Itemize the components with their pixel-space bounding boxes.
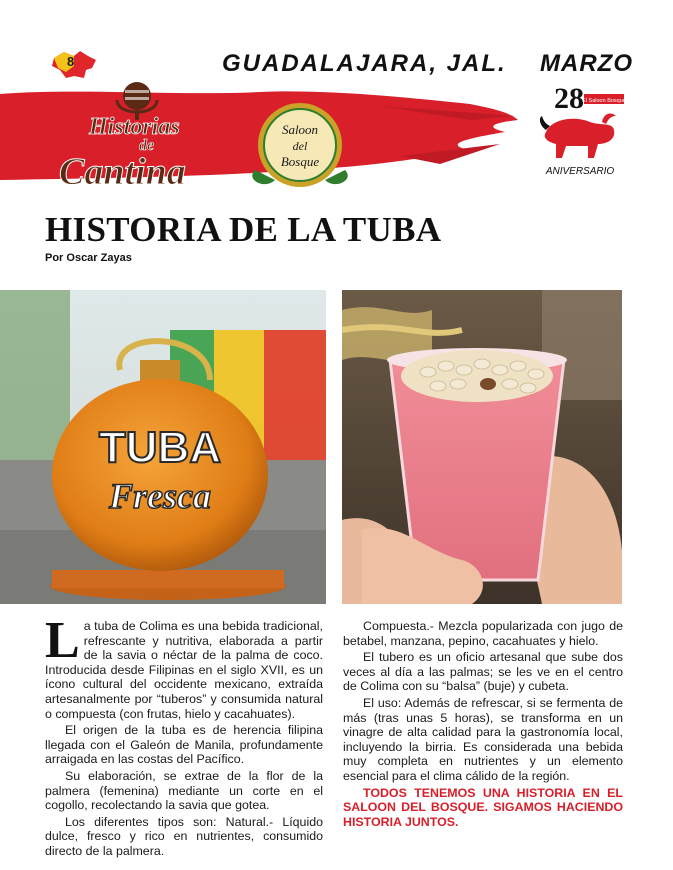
anniversary-tag: El Saloon Bosque xyxy=(582,98,626,104)
article-column-right xyxy=(343,619,623,831)
brand-line2: de xyxy=(139,137,155,154)
paragraph-1-text: a tuba de Colima es una bebida tradicional, refrescante y nutritiva, elaborada a partir de la savia o néctar de la palma de coco. Introducida desde Filipinas en el siglo XVII, es un ícono cultural del occidente mexicano, extraída artesanalmente por “tuberos” y consumida natural o compuesta (con frutas, hielo y cacahuates). xyxy=(45,619,323,721)
article-column-left xyxy=(45,612,323,861)
bosque-line1: Saloon xyxy=(281,122,319,137)
brand-line3: Cantina xyxy=(59,151,186,193)
page-number: 8 xyxy=(67,54,75,69)
paragraph-3: Su elaboración, se extrae de la flor de la palmera (femenina) mediante un corte en el cogollo, recolectando la savia que gotea. xyxy=(45,768,323,813)
historias-de-cantina-logo xyxy=(55,76,235,196)
article-byline: Por Oscar Zayas xyxy=(45,252,132,264)
paragraph-5: Compuesta.- Mezcla popularizada con jugo de betabel, manzana, pepino, cacahuates y hielo. xyxy=(343,619,623,648)
anniversary-label: ANIVERSARIO xyxy=(545,166,615,177)
bosque-line3: Bosque xyxy=(280,154,320,169)
tuba-gourd-photo xyxy=(0,290,326,604)
anniversary-logo xyxy=(532,82,628,180)
paragraph-4: Los diferentes tipos son: Natural.- Líquido dulce, fresco y rico en nutrientes, consumido directo de la palmera. xyxy=(45,814,323,858)
paragraph-6: El tubero es un oficio artesanal que sube dos veces al día a las palmas; se les ve en el centro de Colima con su “balsa” (buje) y cubeta. xyxy=(343,650,623,694)
month-dateline: MARZO xyxy=(540,50,633,77)
closing-statement: TODOS TENEMOS UNA HISTORIA EN EL SALOON DEL BOSQUE. SIGAMOS HACIENDO HISTORIA JUNTOS. xyxy=(343,785,623,829)
paragraph-1 xyxy=(45,612,323,721)
gourd-text-line2: Fresca xyxy=(109,476,211,516)
bull-icon xyxy=(540,114,616,158)
bosque-line2: del xyxy=(292,139,308,153)
paragraph-2: El origen de la tuba es de herencia filipina llegada con el Galeón de Manila, profundamente arraigada en las costas del Pacífico. xyxy=(45,723,323,767)
drop-cap: L xyxy=(45,612,80,669)
gourd-text-line1: TUBA xyxy=(98,423,222,472)
anniversary-number: 28 xyxy=(554,82,584,115)
brand-line1: Historias xyxy=(89,114,180,140)
city-dateline: GUADALAJARA, JAL. xyxy=(222,50,507,77)
saloon-del-bosque-logo xyxy=(245,100,355,192)
paragraph-7: El uso: Además de refrescar, si se fermenta de más (tras unas 5 horas), se transforma en un vinagre de alta calidad para la gastronomía local, incluyendo la birria. Es considerada una bebida muy completa en nutrientes y un elemento esencial para el clima cálido de la región. xyxy=(343,695,623,783)
article-headline: HISTORIA DE LA TUBA xyxy=(45,210,442,249)
tuba-cup-photo xyxy=(342,290,622,604)
